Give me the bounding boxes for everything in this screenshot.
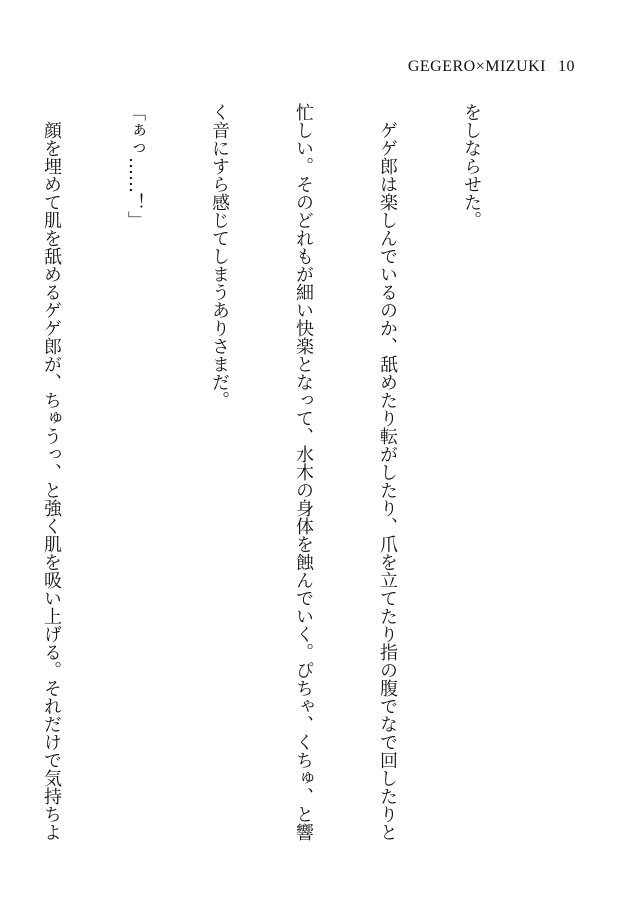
text-line: 「ぁっ……！」	[125, 103, 146, 229]
text-line: 忙しい。そのどれもが細い快楽となって、水木の身体を蝕んでいく。ぴちゃ、くちゅ、と響	[293, 103, 314, 841]
text-line: 顔を埋めて肌を舐めるゲゲ郎が、ちゅうっ、と強く肌を吸い上げる。それだけで気持ちよ	[41, 103, 62, 841]
header-title: GEGERO×MIZUKI	[407, 58, 546, 75]
text-line: ゲゲ郎は楽しんでいるのか、舐めたり転がしたり、爪を立てたり指の腹でなで回したりと	[377, 103, 398, 841]
text-line: く音にすら感じてしまうありさまだ。	[209, 103, 230, 409]
running-header	[408, 58, 575, 76]
vertical-body-text	[0, 103, 541, 863]
text-line: をしならせた。	[461, 103, 482, 229]
page-number: 10	[558, 58, 575, 75]
